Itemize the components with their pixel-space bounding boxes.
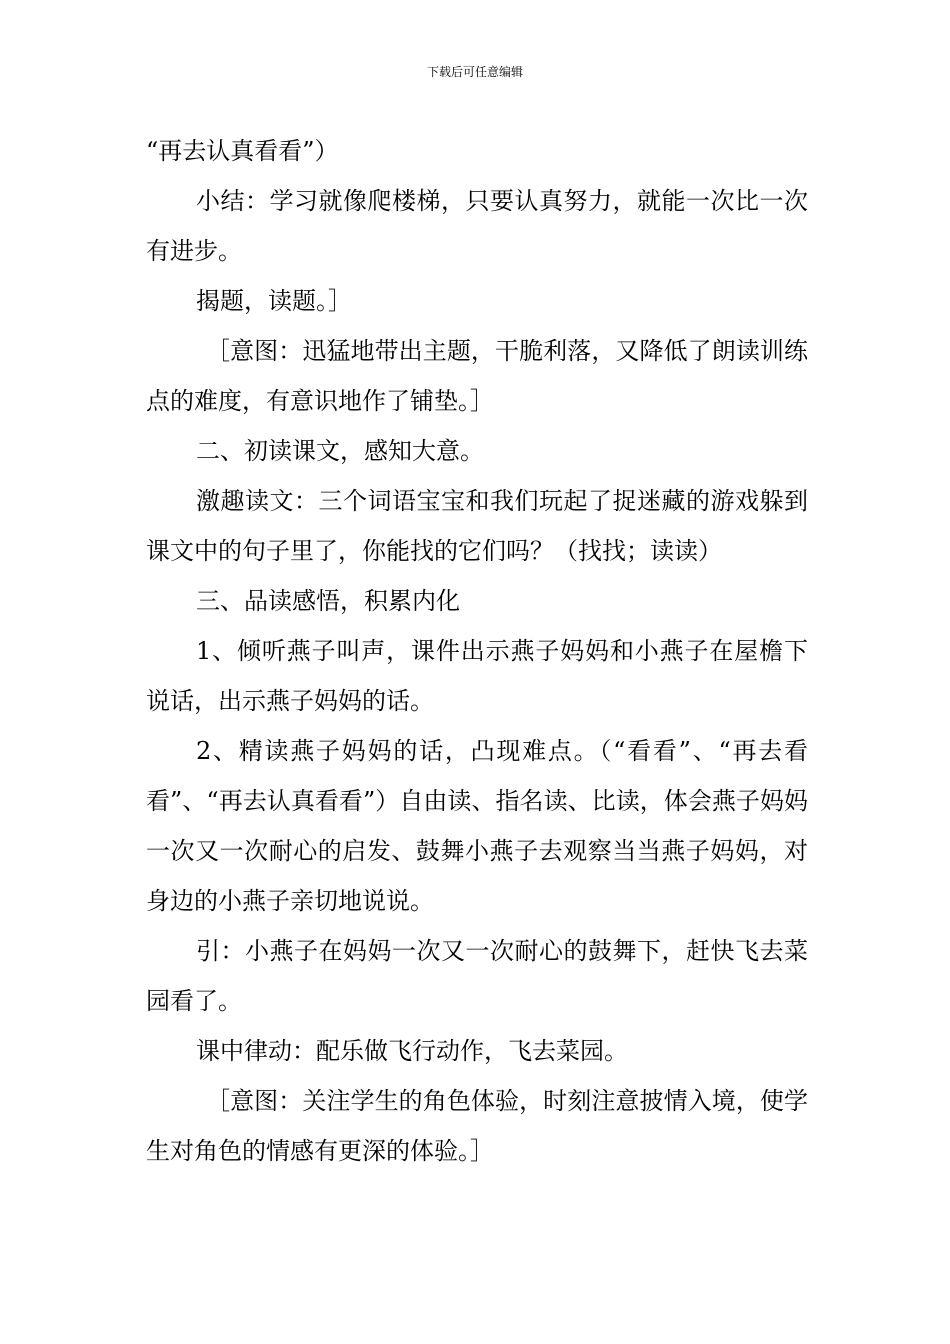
paragraph-step-1: 1、倾听燕子叫声，课件出示燕子妈妈和小燕子在屋檐下说话，出示燕子妈妈的话。 [146,637,808,715]
paragraph-quote-continuation: “再去认真看看”） [146,137,339,165]
page-header: 下载后可任意编辑 [426,65,523,79]
section-heading-appreciation: 三、品读感悟，积累内化 [196,587,460,615]
section-heading-first-reading: 二、初读课文，感知大意。 [196,437,484,465]
paragraph-summary: 小结：学习就像爬楼梯，只要认真努力，就能一次比一次有进步。 [146,187,808,265]
paragraph-class-activity: 课中律动：配乐做飞行动作，飞去菜园。 [196,1037,628,1065]
paragraph-interest-reading: 激趣读文：三个词语宝宝和我们玩起了捉迷藏的游戏躲到课文中的句子里了，你能找的它们吗？（找找；读读） [146,487,808,565]
paragraph-reveal-title: 揭题，读题。］ [196,287,352,315]
paragraph-intent-2: ［意图：关注学生的角色体验，时刻注意披情入境，使学生对角色的情感有更深的体验。］ [146,1087,808,1165]
paragraph-step-2: 2、精读燕子妈妈的话，凸现难点。（“看看”、“再去看看”、“再去认真看看”）自由读、指名读、比读，体会燕子妈妈一次又一次耐心的启发、鼓舞小燕子去观察当当燕子妈妈，对身边的小燕子亲切地说说。 [146,737,808,915]
paragraph-intent-1: ［意图：迅猛地带出主题，干脆利落，又降低了朗读训练点的难度，有意识地作了铺垫。］ [146,337,808,415]
document-body [146,126,808,1176]
paragraph-lead-in: 引：小燕子在妈妈一次又一次耐心的鼓舞下，赶快飞去菜园看了。 [146,937,808,1015]
